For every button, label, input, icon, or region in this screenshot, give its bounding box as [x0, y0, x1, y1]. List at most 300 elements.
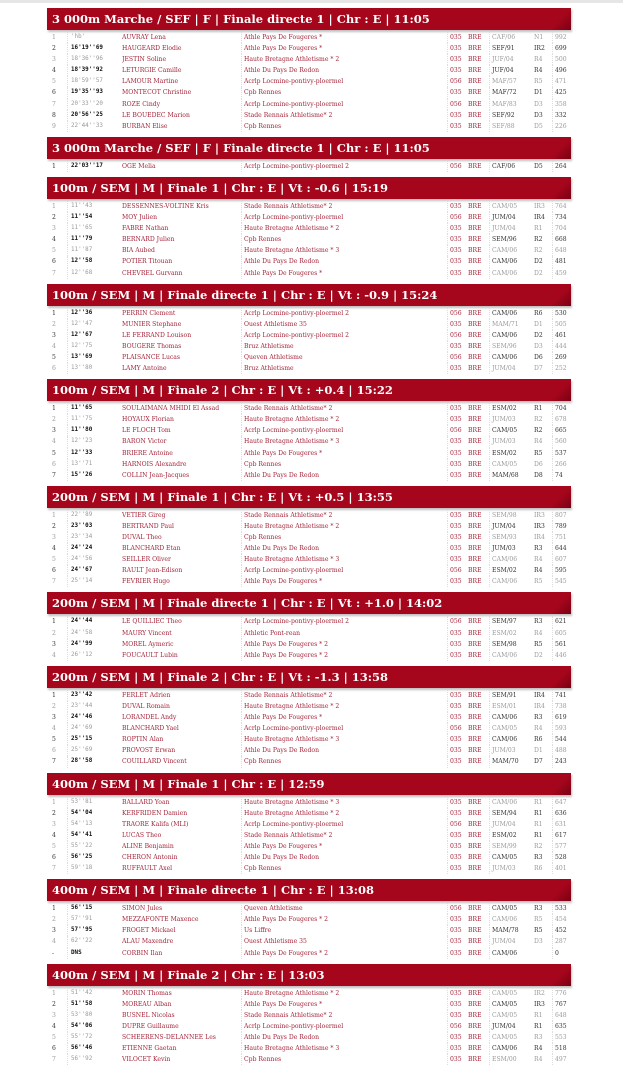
points-cell: 776	[552, 988, 573, 999]
league-code: BRE	[468, 938, 482, 946]
league-code: BRE	[468, 567, 482, 575]
time-cell: 25''14	[67, 576, 121, 587]
points-cell: 561	[552, 639, 573, 650]
club-name: Cpb Rennes	[241, 121, 449, 132]
points-cell: 704	[552, 223, 573, 234]
result-row	[47, 223, 571, 234]
category-cell: CAM/05	[489, 425, 532, 436]
time-cell: 12''47	[67, 319, 121, 330]
result-row	[47, 403, 571, 414]
time-cell: 23''34	[67, 532, 121, 543]
department-code: 035	[447, 510, 468, 521]
league-code: BRE	[468, 556, 482, 564]
result-row	[47, 65, 571, 76]
category-cell: MAF/57	[489, 76, 532, 87]
department-code: 035	[447, 532, 468, 543]
result-row	[47, 341, 571, 352]
athlete-name: FABRE Nathan	[122, 225, 169, 233]
result-row	[47, 701, 571, 712]
results-table	[47, 199, 571, 282]
department-code: 035	[447, 223, 468, 234]
rank-cell: 2	[52, 916, 56, 924]
category-cell: CAM/06	[489, 1043, 532, 1054]
rank-cell: 4	[52, 236, 56, 244]
rank-cell: 3	[52, 225, 56, 233]
league-code: BRE	[468, 1034, 482, 1041]
points-cell: 266	[552, 459, 573, 470]
level-cell: D3	[534, 111, 543, 119]
league-code: BRE	[468, 853, 482, 861]
category-cell: SEM/94	[489, 808, 532, 819]
department-code: 035	[447, 414, 468, 425]
result-row	[47, 650, 571, 661]
result-row	[47, 988, 571, 999]
league-code: BRE	[468, 545, 482, 553]
points-cell: 605	[552, 628, 573, 639]
result-row	[47, 723, 571, 734]
athlete-name: LE QUILLIEC Theo	[122, 618, 182, 626]
category-cell: JUM/04	[489, 363, 532, 374]
department-code: 035	[447, 852, 468, 863]
race-header: 200m / SEM | M | Finale directe 1 | Chr : E | Vt : +1.0 | 14:02	[47, 592, 571, 614]
rank-cell: 8	[52, 111, 56, 119]
result-row	[47, 819, 571, 830]
department-code: 035	[447, 863, 468, 874]
points-cell: 631	[552, 819, 573, 830]
rank-cell: 3	[52, 927, 56, 935]
department-code: 035	[447, 554, 468, 565]
league-code: BRE	[468, 1022, 482, 1030]
time-cell: 56''92	[67, 1054, 121, 1065]
time-cell: 12''68	[67, 268, 121, 279]
time-cell: 12''36	[67, 308, 121, 319]
club-name: Athle Du Pays De Redon	[241, 852, 449, 863]
level-cell: R1	[534, 798, 543, 806]
league-code: BRE	[468, 578, 482, 586]
result-row	[47, 121, 571, 132]
level-cell: D5	[534, 162, 543, 170]
rank-cell: 1	[52, 618, 56, 626]
level-cell: R1	[534, 405, 543, 413]
athlete-name: LORANDEL Andy	[122, 714, 177, 722]
time-cell: 24''69	[67, 723, 121, 734]
athlete-name: ETIENNE Gaetan	[122, 1045, 177, 1053]
points-cell: 401	[552, 863, 573, 874]
department-code: 035	[447, 914, 468, 925]
club-name: Haute Bretagne Athletisme * 3	[241, 554, 449, 565]
club-name: Athletic Pont-rean	[241, 628, 449, 639]
category-cell: MAF/72	[489, 87, 532, 98]
points-cell: 454	[552, 914, 573, 925]
league-code: BRE	[468, 225, 482, 233]
department-code: 035	[447, 650, 468, 661]
points-cell: 595	[552, 565, 573, 576]
athlete-name: BARON Victor	[122, 438, 167, 446]
results-table	[47, 986, 571, 1069]
race-header: 100m / SEM | M | Finale 1 | Chr : E | Vt : -0.6 | 15:19	[47, 177, 571, 199]
athlete-name: LAMOUR Martine	[122, 78, 179, 86]
athlete-name: PROVOST Erwan	[122, 747, 176, 755]
league-code: BRE	[468, 78, 482, 86]
club-name: Haute Bretagne Athletisme * 2	[241, 988, 449, 999]
department-code: 056	[447, 352, 468, 363]
level-cell: R1	[534, 820, 543, 828]
rank-cell: 1	[52, 34, 56, 41]
points-cell: 648	[552, 1010, 573, 1021]
time-cell: 20'33''20	[67, 99, 121, 110]
level-cell: IR4	[534, 691, 545, 699]
result-row	[47, 554, 571, 565]
level-cell: IR3	[534, 522, 545, 530]
time-cell: 11''54	[67, 212, 121, 223]
league-code: BRE	[468, 618, 482, 626]
athlete-name: KERFRIDEN Damien	[122, 809, 188, 817]
category-cell: JUF/04	[489, 65, 532, 76]
athlete-name: DESSENNES-VOLTINE Kris	[122, 202, 209, 210]
points-cell: 459	[552, 268, 573, 279]
league-code: BRE	[468, 820, 482, 828]
league-code: BRE	[468, 405, 482, 413]
time-cell: 'hb'	[67, 32, 121, 43]
club-name: Athle Pays De Fougeres *	[241, 999, 449, 1010]
club-name: Ouest Athletisme 35	[241, 319, 449, 330]
category-cell: SEM/96	[489, 341, 532, 352]
department-code: 035	[447, 734, 468, 745]
club-name: Athle Pays De Fougeres *	[241, 712, 449, 723]
result-row	[47, 903, 571, 914]
department-code: 035	[447, 110, 468, 121]
points-cell: 269	[552, 352, 573, 363]
time-cell: 62''22	[67, 936, 121, 947]
category-cell: CAM/06	[489, 245, 532, 256]
rank-cell: 7	[52, 758, 56, 766]
time-cell: 18'36''96	[67, 54, 121, 65]
level-cell: D6	[534, 353, 543, 361]
club-name: Acrlp Locmine-pontivy-ploermel 2	[241, 161, 449, 172]
level-cell: R6	[534, 865, 543, 873]
points-cell: 505	[552, 319, 573, 330]
race-header: 100m / SEM | M | Finale 2 | Chr : E | Vt : +0.4 | 15:22	[47, 379, 571, 401]
points-cell: 500	[552, 54, 573, 65]
rank-cell: 4	[52, 1022, 56, 1030]
rank-cell: 4	[52, 938, 56, 946]
time-cell: 56''46	[67, 1043, 121, 1054]
race-header: 400m / SEM | M | Finale 2 | Chr : E | 13:03	[47, 964, 571, 986]
time-cell: 24''58	[67, 628, 121, 639]
time-cell: 11''79	[67, 234, 121, 245]
club-name: Athle Pays De Fougeres * 2	[241, 948, 449, 959]
level-cell: D2	[534, 258, 543, 266]
category-cell: SEF/91	[489, 43, 532, 54]
athlete-name: BIA Aubed	[122, 247, 155, 255]
category-cell: CAM/05	[489, 1010, 532, 1021]
points-cell: 992	[552, 32, 573, 43]
level-cell: D1	[534, 320, 543, 328]
race-section	[47, 879, 571, 961]
level-cell: R3	[534, 1034, 543, 1041]
race-section	[47, 592, 571, 663]
athlete-name: TRAORE Kalifa (MLI)	[122, 820, 189, 828]
athlete-name: LE FERRAND Louison	[122, 331, 192, 339]
points-cell: 0	[552, 948, 573, 959]
department-code: 035	[447, 830, 468, 841]
club-name: Acrlp Locmine-pontivy-ploermel	[241, 1021, 449, 1032]
department-code: 035	[447, 925, 468, 936]
time-cell: 56''25	[67, 852, 121, 863]
rank-cell: 7	[52, 865, 56, 873]
league-code: BRE	[468, 460, 482, 468]
athlete-name: LETURGIE Camille	[122, 67, 182, 75]
result-row	[47, 543, 571, 554]
points-cell: 243	[552, 756, 573, 767]
level-cell: R1	[534, 831, 543, 839]
club-name: Athle Pays De Fougeres *	[241, 268, 449, 279]
athlete-name: JESTIN Soline	[122, 56, 167, 64]
points-cell: 704	[552, 403, 573, 414]
points-cell: 738	[552, 701, 573, 712]
department-code: 035	[447, 32, 468, 43]
club-name: Cpb Rennes	[241, 1054, 449, 1065]
points-cell: 577	[552, 841, 573, 852]
category-cell: SEM/99	[489, 841, 532, 852]
points-cell: 635	[552, 1021, 573, 1032]
points-cell: 488	[552, 745, 573, 756]
time-cell: 24''56	[67, 554, 121, 565]
result-row	[47, 330, 571, 341]
club-name: Acrlp Locmine-pontivy-ploermel	[241, 565, 449, 576]
department-code: 035	[447, 1032, 468, 1043]
league-code: BRE	[468, 511, 482, 519]
category-cell: CAM/06	[489, 576, 532, 587]
department-code: 035	[447, 1010, 468, 1021]
result-row	[47, 745, 571, 756]
department-code: 056	[447, 99, 468, 110]
points-cell: 471	[552, 76, 573, 87]
level-cell: IR3	[534, 1000, 545, 1008]
result-row	[47, 1043, 571, 1054]
league-code: BRE	[468, 651, 482, 659]
department-code: 035	[447, 459, 468, 470]
category-cell: CAF/06	[489, 161, 532, 172]
time-cell: 18'39''92	[67, 65, 121, 76]
category-cell: JUM/03	[489, 436, 532, 447]
time-cell: 54''06	[67, 1021, 121, 1032]
level-cell: R4	[534, 567, 543, 575]
category-cell: JUM/04	[489, 936, 532, 947]
department-code: 035	[447, 54, 468, 65]
level-cell: IR4	[534, 534, 545, 541]
result-row	[47, 756, 571, 767]
points-cell: 665	[552, 425, 573, 436]
results-table	[47, 614, 571, 663]
athlete-name: BERTRAND Paul	[122, 522, 174, 530]
race-header: 200m / SEM | M | Finale 1 | Chr : E | Vt : +0.5 | 13:55	[47, 486, 571, 508]
rank-cell: 4	[52, 438, 56, 446]
level-cell: D2	[534, 269, 543, 277]
result-row	[47, 459, 571, 470]
club-name: Cpb Rennes	[241, 756, 449, 767]
result-row	[47, 1010, 571, 1021]
department-code: 035	[447, 936, 468, 947]
category-cell: CAM/06	[489, 554, 532, 565]
level-cell: R2	[534, 842, 543, 850]
result-row	[47, 925, 571, 936]
rank-cell: 4	[52, 651, 56, 659]
time-cell: 13''71	[67, 459, 121, 470]
rank-cell: 6	[52, 1045, 56, 1053]
rank-cell: 2	[52, 214, 56, 222]
rank-cell: 5	[52, 247, 56, 255]
club-name: Us Liffre	[241, 925, 449, 936]
department-code: 056	[447, 161, 468, 172]
league-code: BRE	[468, 365, 482, 373]
department-code: 056	[447, 903, 468, 914]
department-code: 035	[447, 521, 468, 532]
club-name: Acrlp Locmine-pontivy-ploermel	[241, 819, 449, 830]
rank-cell: 2	[52, 629, 56, 637]
department-code: 035	[447, 341, 468, 352]
league-code: BRE	[468, 865, 482, 873]
league-code: BRE	[468, 162, 482, 170]
race-header: 400m / SEM | M | Finale directe 1 | Chr : E | 13:08	[47, 879, 571, 901]
level-cell: IR2	[534, 989, 545, 997]
points-cell: 518	[552, 1043, 573, 1054]
category-cell: MAM/78	[489, 925, 532, 936]
category-cell: CAM/06	[489, 734, 532, 745]
rank-cell: 5	[52, 78, 56, 86]
time-cell: 11''65	[67, 403, 121, 414]
category-cell: ESM/00	[489, 1054, 532, 1065]
athlete-name: HAUGEARD Elodie	[122, 45, 182, 53]
rank-cell: 4	[52, 725, 56, 733]
points-cell: 444	[552, 341, 573, 352]
points-cell: 621	[552, 616, 573, 627]
level-cell: D7	[534, 365, 543, 373]
points-cell: 607	[552, 554, 573, 565]
league-code: BRE	[468, 989, 482, 997]
club-name: Haute Bretagne Athletisme * 3	[241, 245, 449, 256]
department-code: 035	[447, 65, 468, 76]
level-cell: N1	[534, 34, 544, 41]
category-cell: JUM/04	[489, 223, 532, 234]
department-code: 035	[447, 234, 468, 245]
result-row	[47, 948, 571, 959]
category-cell: CAM/06	[489, 308, 532, 319]
athlete-name: MORIN Thomas	[122, 989, 172, 997]
department-code: 035	[447, 245, 468, 256]
club-name: Ouest Athletisme 35	[241, 936, 449, 947]
club-name: Stade Rennais Athletisme* 2	[241, 403, 449, 414]
points-cell: 593	[552, 723, 573, 734]
result-row	[47, 268, 571, 279]
club-name: Stade Rennais Athletisme* 2	[241, 510, 449, 521]
rank-cell: 9	[52, 122, 56, 130]
athlete-name: POTIER Titouan	[122, 258, 173, 266]
points-cell: 252	[552, 363, 573, 374]
results-table	[47, 795, 571, 878]
category-cell: ESM/02	[489, 628, 532, 639]
league-code: BRE	[468, 438, 482, 446]
category-cell: MAM/71	[489, 319, 532, 330]
rank-cell: 4	[52, 67, 56, 75]
athlete-name: SEILLER Oliver	[122, 556, 171, 564]
club-name: Bruz Athletisme	[241, 341, 449, 352]
time-cell: 53''80	[67, 1010, 121, 1021]
level-cell: R1	[534, 809, 543, 817]
rank-cell: 7	[52, 1056, 56, 1064]
points-cell: 789	[552, 521, 573, 532]
result-row	[47, 532, 571, 543]
points-cell: 644	[552, 543, 573, 554]
athlete-name: OGE Melia	[122, 162, 156, 170]
result-row	[47, 212, 571, 223]
category-cell: SEM/91	[489, 690, 532, 701]
level-cell: D3	[534, 100, 543, 108]
results-table	[47, 159, 571, 175]
level-cell: R3	[534, 905, 543, 913]
time-cell: 57''91	[67, 914, 121, 925]
category-cell: CAM/06	[489, 948, 532, 959]
rank-cell: 4	[52, 831, 56, 839]
rank-cell: 3	[52, 427, 56, 435]
rank-cell: 2	[52, 1000, 56, 1008]
level-cell: R3	[534, 853, 543, 861]
club-name: Haute Bretagne Athletisme * 2	[241, 521, 449, 532]
level-cell: R4	[534, 556, 543, 564]
club-name: Stade Rennais Athletisme* 2	[241, 690, 449, 701]
points-cell: 807	[552, 510, 573, 521]
rank-cell: 1	[52, 309, 56, 317]
time-cell: 23''44	[67, 701, 121, 712]
club-name: Cpb Rennes	[241, 87, 449, 98]
athlete-name: MEZZAFONTE Maxence	[122, 916, 199, 924]
league-code: BRE	[468, 1011, 482, 1019]
points-cell: 617	[552, 830, 573, 841]
league-code: BRE	[468, 471, 482, 479]
club-name: Stade Rennais Athletisme* 2	[241, 201, 449, 212]
department-code: 056	[447, 330, 468, 341]
category-cell: SEM/96	[489, 234, 532, 245]
athlete-name: ROPTIN Alan	[122, 736, 164, 744]
rank-cell: 6	[52, 747, 56, 755]
category-cell: CAM/05	[489, 988, 532, 999]
time-cell: 22'44''33	[67, 121, 121, 132]
category-cell: JUM/04	[489, 521, 532, 532]
athlete-name: BALLARD Yoan	[122, 798, 170, 806]
category-cell: CAM/06	[489, 650, 532, 661]
club-name: Stade Rennais Athletisme* 2	[241, 110, 449, 121]
race-header: 200m / SEM | M | Finale 2 | Chr : E | Vt : -1.3 | 13:58	[47, 666, 571, 688]
club-name: Haute Bretagne Athletisme * 2	[241, 701, 449, 712]
league-code: BRE	[468, 45, 482, 53]
category-cell: CAM/06	[489, 268, 532, 279]
department-code: 056	[447, 425, 468, 436]
department-code: 035	[447, 745, 468, 756]
category-cell: SEF/92	[489, 110, 532, 121]
league-code: BRE	[468, 949, 482, 957]
club-name: Athle Du Pays De Redon	[241, 543, 449, 554]
rank-cell: 1	[52, 511, 56, 519]
result-row	[47, 448, 571, 459]
top-divider	[0, 0, 623, 3]
points-cell: 496	[552, 65, 573, 76]
rank-cell: 6	[52, 89, 56, 97]
points-cell: 481	[552, 256, 573, 267]
points-cell: 648	[552, 245, 573, 256]
time-cell: 57''95	[67, 925, 121, 936]
athlete-name: FOUCAULT Lubin	[122, 651, 178, 659]
level-cell: D7	[534, 758, 543, 766]
